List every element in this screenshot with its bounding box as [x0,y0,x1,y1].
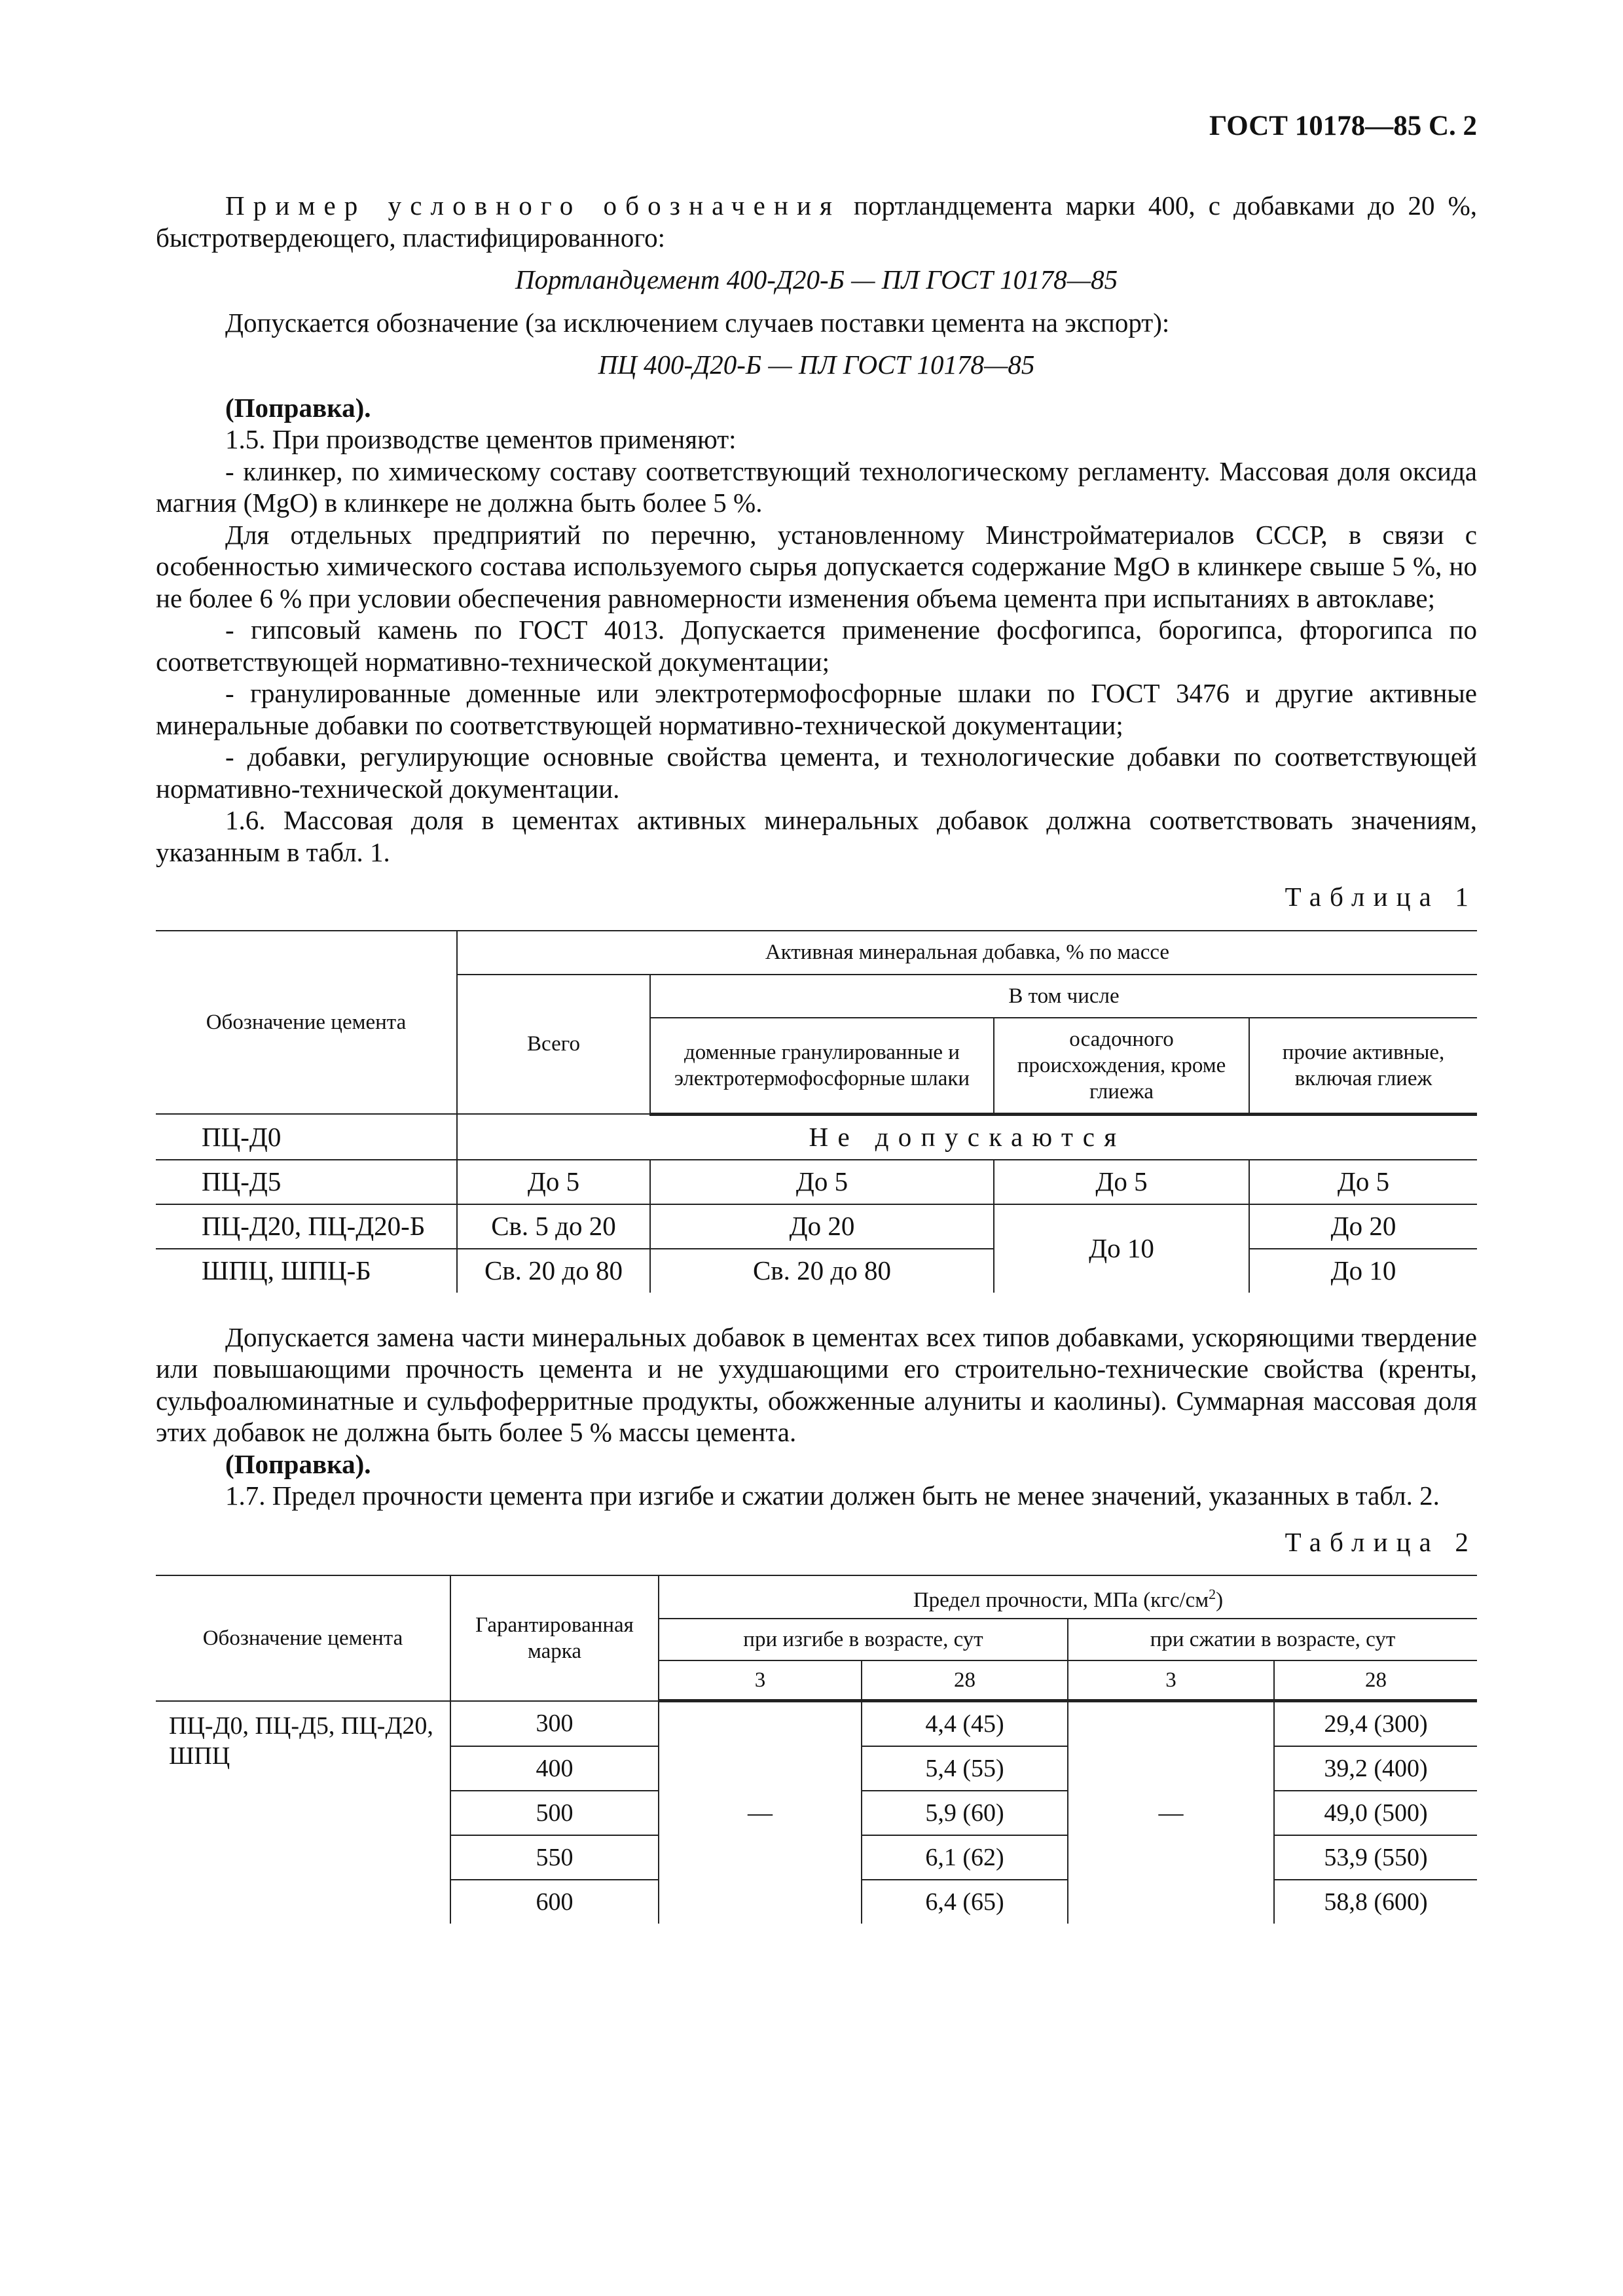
t2-cell: 29,4 (300) [1274,1701,1477,1747]
t2-group-header: Предел прочности, МПа $(кгс/см^2)$ [659,1575,1477,1619]
t2-col-grade: Гарантированная марка [450,1575,659,1701]
clause-1-7: 1.7. Предел прочности цемента при изгибе и сжатии должен быть не менее значений, указанных в табл. 2. [225,1480,1440,1511]
t2-cell: 550 [450,1835,659,1880]
allowed-paragraph: Допускается обозначение (за исключением случаев поставки цемента на экспорт): [225,307,1170,338]
t2-cell: 300 [450,1701,659,1747]
table-row [156,1249,1477,1293]
t2-bend-header: при изгибе в возрасте, сут [659,1619,1068,1660]
clause-1-5: 1.5. При производстве цементов применяют: [225,424,737,454]
t1-cell: ПЦ-Д0 [156,1114,457,1160]
t1-cell: ПЦ-Д5 [156,1160,457,1204]
table-2 [156,1575,1477,1924]
t2-cell: 600 [450,1880,659,1924]
t1-cell: До 10 [1249,1249,1477,1293]
t1-col-total: Всего [457,975,650,1115]
correction-note: (Поправка). [225,392,371,423]
t2-cell: 4,4 (45) [862,1701,1068,1747]
t1-cell: До 20 [650,1204,994,1249]
t2-cell: 6,1 (62) [862,1835,1068,1880]
t2-day: 3 [659,1660,862,1701]
clause-1-5-gypsum: - гипсовый камень по ГОСТ 4013. Допускается применение фосфогипса, борогипса, фторогипса по соответствующей нормативно-технической документации; [156,615,1477,677]
t2-cell: 53,9 (550) [1274,1835,1477,1880]
table-1 [156,930,1477,1293]
table-row [156,1160,1477,1204]
clause-1-5-clinker: - клинкер, по химическому составу соответствующий технологическому регламенту. Массовая доля оксида магния (MgO) в клинкере не должна быть более 5 %. [156,456,1477,518]
clause-1-6: 1.6. Массовая доля в цементах активных минеральных добавок должна соответствовать значениям, указанным в табл. 1. [156,805,1477,867]
example-rest: портландцемента марки 400, с добавками до 20 %, быстротвердеющего, пластифицированного: [156,190,1477,253]
t1-subgroup: В том числе [650,975,1477,1018]
example-paragraph [156,190,1477,253]
formula-full: Портландцемент 400-Д20-Б — ПЛ ГОСТ 10178—85 [515,264,1118,295]
t1-cell: Не допускаются [457,1114,1477,1160]
clause-1-5-slag: - гранулированные доменные или электротермофосфорные шлаки по ГОСТ 3476 и другие активные минеральные добавки по соответствующей нормативно-технической документации; [156,678,1477,740]
t1-col-designation: Обозначение цемента [156,931,457,1115]
t1-cell: Св. 20 до 80 [457,1249,650,1293]
t2-cell: 5,9 (60) [862,1791,1068,1835]
t1-cell: До 5 [1249,1160,1477,1204]
t1-cell: До 5 [457,1160,650,1204]
t1-cell: До 10 [994,1204,1249,1293]
t1-col-blast: доменные гранулированные и электротермофосфорные шлаки [650,1018,994,1115]
table-row [156,1701,1477,1747]
formula-short: ПЦ 400-Д20-Б — ПЛ ГОСТ 10178—85 [598,350,1035,380]
t2-cell: 39,2 (400) [1274,1746,1477,1791]
t2-cell: 6,4 (65) [862,1880,1068,1924]
t1-cell: ПЦ-Д20, ПЦ-Д20-Б [156,1204,457,1249]
t1-cell: До 5 [650,1160,994,1204]
t1-cell: Св. 20 до 80 [650,1249,994,1293]
clause-1-5-mgo: Для отдельных предприятий по перечню, установленному Минстройматериалов СССР, в связи с особенностью химического состава используемого сырья допускается содержание MgO в клинкере свыше 5 %, но не более 6 % при условии обеспечения равномерности изменения объема цемента при испытаниях в автоклаве; [156,519,1477,613]
t1-cell: Св. 5 до 20 [457,1204,650,1249]
t2-cell: 58,8 (600) [1274,1880,1477,1924]
table1-caption: Таблица 1 [1285,882,1477,912]
t1-cell: До 5 [994,1160,1249,1204]
t2-day: 3 [1068,1660,1274,1701]
replacement-paragraph: Допускается замена части минеральных добавок в цементах всех типов добавками, ускоряющими твердение или повышающими прочность цемента и не ухудшающими его строительно-технические свойства (кренты, сульфоалюминатные и сульфоферритные продукты, обожженные алуниты и каолины). Суммарная массовая доля этих добавок не должна быть более 5 % массы цемента. [156,1321,1477,1447]
t2-col-designation: Обозначение цемента [156,1575,450,1701]
t1-cell: До 20 [1249,1204,1477,1249]
example-lead: Пример условного обозначения [225,190,841,221]
t2-cell: 49,0 (500) [1274,1791,1477,1835]
t2-cell: 400 [450,1746,659,1791]
t1-group-header: Активная минеральная добавка, % по массе [457,931,1477,975]
t2-cell: 5,4 (55) [862,1746,1068,1791]
document-body [156,190,1477,1924]
table2-caption: Таблица 2 [1285,1526,1477,1557]
table-row [156,1204,1477,1249]
t1-col-sedimentary: осадочного происхождения, кроме глиежа [994,1018,1249,1115]
t1-col-other: прочие активные, включая глиеж [1249,1018,1477,1115]
clause-1-5-additives: - добавки, регулирующие основные свойства цемента, и технологические добавки по соответствующей нормативно-технической документации. [156,742,1477,804]
t2-designation-cell: ПЦ-Д0, ПЦ-Д5, ПЦ-Д20, ШПЦ [156,1701,450,1924]
t2-cell: 500 [450,1791,659,1835]
t2-dash: — [1068,1701,1274,1924]
correction-note-2: (Поправка). [225,1448,371,1479]
page-header: ГОСТ 10178—85 С. 2 [1209,111,1477,141]
t2-day: 28 [862,1660,1068,1701]
t1-cell: ШПЦ, ШПЦ-Б [156,1249,457,1293]
t2-dash: — [659,1701,862,1924]
t2-compress-header: при сжатии в возрасте, сут [1068,1619,1477,1660]
table-row [156,1114,1477,1160]
t2-day: 28 [1274,1660,1477,1701]
